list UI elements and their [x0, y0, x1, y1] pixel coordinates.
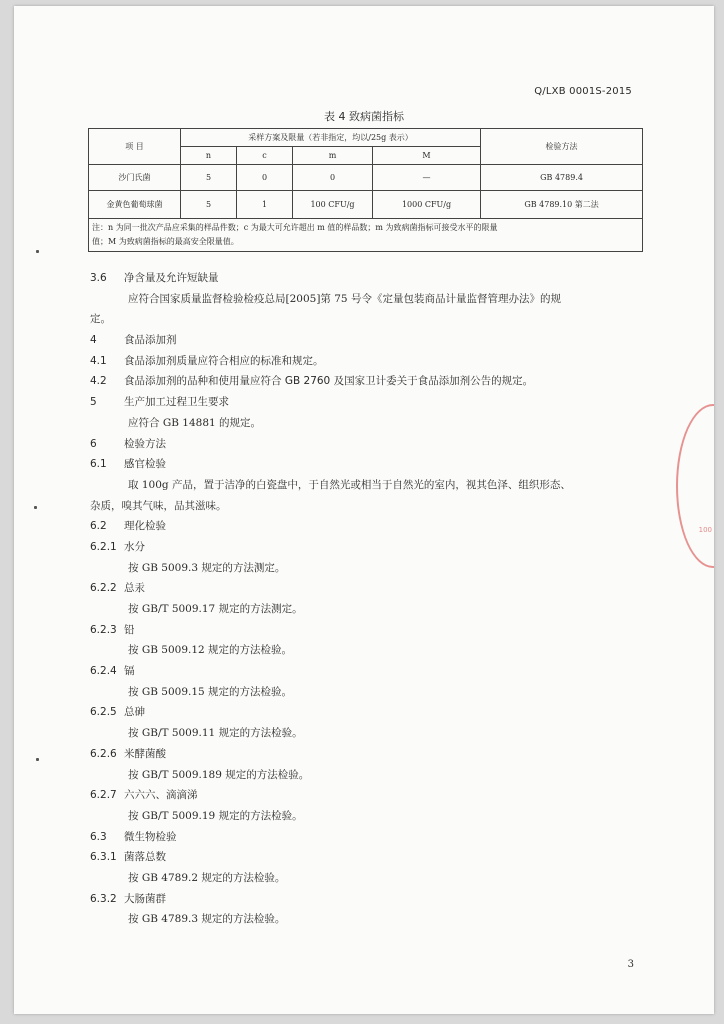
document-page — [14, 6, 714, 1014]
section-number: 6.2.3 — [90, 623, 117, 636]
section-heading — [90, 889, 650, 910]
section-title: 食品添加剂的品种和使用量应符合 GB 2760 及国家卫计委关于食品添加剂公告的规定。 — [124, 375, 534, 388]
subheader-m: m — [293, 147, 373, 165]
cell-method: GB 4789.4 — [481, 165, 643, 191]
paragraph: 按 GB/T 5009.17 规定的方法测定。 — [128, 603, 303, 615]
section-heading — [90, 454, 650, 475]
header-sampling-plan: 采样方案及限量（若非指定，均以/25g 表示） — [181, 129, 481, 147]
section-heading — [90, 371, 650, 392]
stamp-text: 100 — [698, 526, 712, 534]
pathogen-table — [88, 128, 643, 252]
section-number: 3.6 — [90, 272, 107, 284]
paragraph: 按 GB/T 5009.11 规定的方法检验。 — [128, 727, 303, 740]
table-row — [89, 191, 643, 219]
section-number: 5 — [90, 396, 97, 409]
section-title: 水分 — [124, 540, 145, 553]
section-number: 6 — [90, 437, 97, 450]
section-heading — [90, 847, 650, 868]
table-note-line: 注：n 为同一批次产品应采集的样品件数；c 为最大可允许超出 m 值的样品数；m 为致病菌指标可接受水平的限量 — [92, 223, 498, 232]
scan-mark — [36, 758, 39, 761]
paragraph: 按 GB 5009.15 规定的方法检验。 — [128, 685, 293, 698]
section-title: 检验方法 — [124, 437, 166, 450]
cell-M: 1000 CFU/g — [373, 191, 481, 219]
section-title: 理化检验 — [124, 520, 166, 533]
section-number: 6.2.6 — [90, 747, 117, 760]
section-title: 食品添加剂质量应符合相应的标准和规定。 — [124, 354, 324, 367]
table-note — [89, 219, 643, 252]
cell-method: GB 4789.10 第二法 — [481, 191, 643, 219]
paragraph: 应符合 GB 14881 的规定。 — [128, 416, 262, 429]
section-heading — [90, 268, 650, 289]
cell-item: 金黄色葡萄球菌 — [89, 191, 181, 219]
paragraph: 按 GB 5009.12 规定的方法检验。 — [128, 644, 293, 657]
section-title: 铅 — [124, 623, 135, 636]
cell-item: 沙门氏菌 — [89, 165, 181, 191]
section-title: 六六六、滴滴涕 — [124, 789, 198, 802]
paragraph: 按 GB/T 5009.189 规定的方法检验。 — [128, 768, 310, 781]
subheader-M: M — [373, 147, 481, 165]
red-seal-stamp — [676, 404, 714, 568]
section-title: 米酵菌酸 — [124, 747, 166, 760]
section-title: 感官检验 — [124, 458, 166, 471]
paragraph-continuation: 定。 — [90, 313, 111, 326]
section-number: 4.2 — [90, 375, 107, 388]
paragraph: 应符合国家质量监督检验检疫总局[2005]第 75 号令《定量包装商品计量监督管理办法》的规 — [128, 292, 561, 305]
page-number: 3 — [627, 959, 634, 970]
section-number: 4.1 — [90, 354, 107, 367]
table-note-line: 值；M 为致病菌指标的最高安全限量值。 — [92, 237, 239, 246]
section-heading — [90, 351, 650, 372]
section-number: 4 — [90, 334, 97, 347]
cell-m: 0 — [293, 165, 373, 191]
table-title: 表 4 致病菌指标 — [324, 110, 404, 123]
paragraph: 按 GB 4789.2 规定的方法检验。 — [128, 871, 286, 884]
section-number: 6.2 — [90, 520, 107, 533]
section-title: 生产加工过程卫生要求 — [124, 396, 229, 409]
cell-M: — — [373, 165, 481, 191]
section-heading — [90, 537, 650, 558]
section-heading — [90, 578, 650, 599]
paragraph: 按 GB 4789.3 规定的方法检验。 — [128, 913, 286, 926]
cell-n: 5 — [181, 191, 237, 219]
table-note-row — [89, 219, 643, 252]
section-heading — [90, 702, 650, 723]
section-number: 6.3.2 — [90, 892, 117, 905]
section-number: 6.2.4 — [90, 665, 117, 678]
document-body — [90, 268, 650, 930]
header-item: 项 目 — [89, 129, 181, 165]
header-method: 检验方法 — [481, 129, 643, 165]
section-heading — [90, 434, 650, 455]
section-heading — [90, 661, 650, 682]
section-title: 微生物检验 — [124, 830, 177, 843]
cell-c: 1 — [237, 191, 293, 219]
section-number: 6.2.2 — [90, 582, 117, 595]
paragraph: 取 100g 产品，置于洁净的白瓷盘中，于自然光或相当于自然光的室内，视其色泽、组织形态、 — [128, 478, 571, 491]
section-title: 大肠菌群 — [124, 892, 166, 905]
scan-mark — [34, 506, 37, 509]
paragraph: 按 GB/T 5009.19 规定的方法检验。 — [128, 809, 303, 822]
section-title: 镉 — [124, 665, 135, 678]
section-heading — [90, 516, 650, 537]
section-number: 6.1 — [90, 458, 107, 471]
section-number: 6.2.7 — [90, 789, 117, 802]
paragraph-continuation: 杂质，嗅其气味，品其滋味。 — [90, 499, 227, 512]
paragraph: 按 GB 5009.3 规定的方法测定。 — [128, 561, 286, 574]
subheader-c: c — [237, 147, 293, 165]
document-code: Q/LXB 0001S-2015 — [534, 86, 632, 97]
section-title: 菌落总数 — [124, 851, 166, 864]
table-row — [89, 165, 643, 191]
section-heading — [90, 827, 650, 848]
section-number: 6.2.5 — [90, 706, 117, 719]
cell-c: 0 — [237, 165, 293, 191]
section-number: 6.2.1 — [90, 540, 117, 553]
cell-m: 100 CFU/g — [293, 191, 373, 219]
section-number: 6.3.1 — [90, 851, 117, 864]
scan-mark — [36, 250, 39, 253]
section-heading — [90, 330, 650, 351]
section-number: 6.3 — [90, 830, 107, 843]
cell-n: 5 — [181, 165, 237, 191]
section-title: 总汞 — [124, 582, 145, 595]
section-heading — [90, 785, 650, 806]
subheader-n: n — [181, 147, 237, 165]
section-title: 净含量及允许短缺量 — [124, 272, 219, 284]
section-heading — [90, 392, 650, 413]
section-heading — [90, 744, 650, 765]
section-title: 总砷 — [124, 706, 145, 719]
section-title: 食品添加剂 — [124, 334, 177, 347]
section-heading — [90, 620, 650, 641]
